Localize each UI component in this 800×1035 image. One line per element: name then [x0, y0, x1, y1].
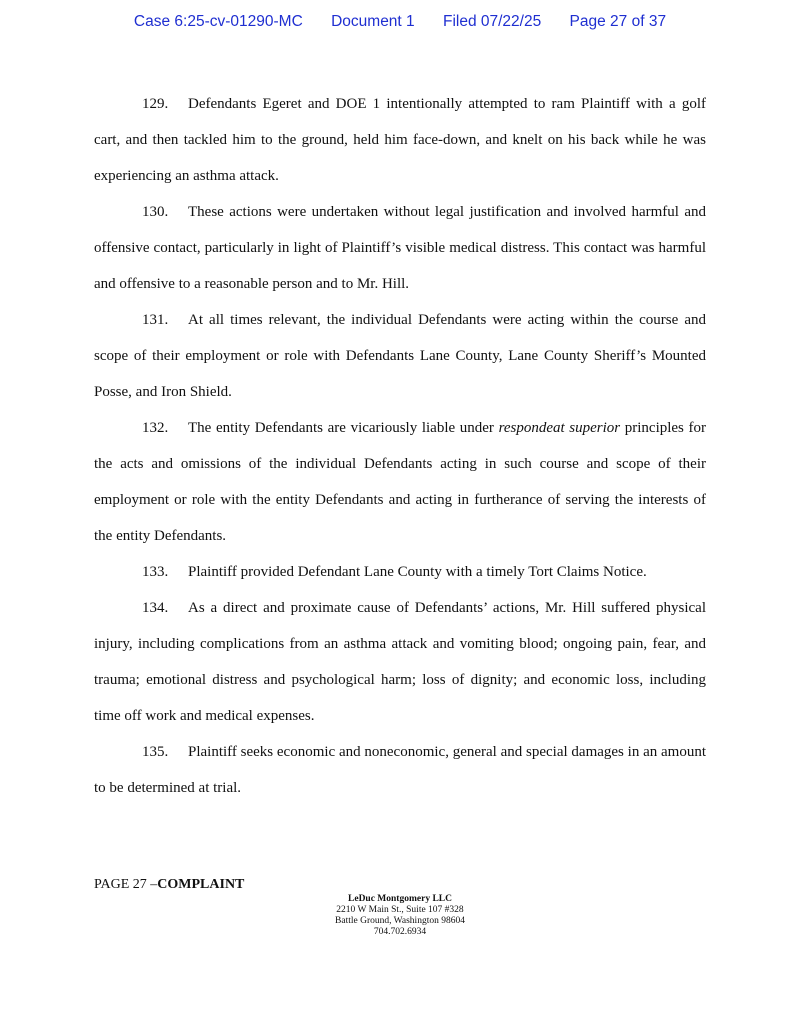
paragraph-number: 130.: [142, 204, 169, 220]
case-header: [0, 13, 800, 31]
page-indicator: Page 27 of 37: [569, 13, 667, 30]
paragraph-number: 132.: [142, 420, 169, 436]
paragraph-number: 135.: [142, 744, 169, 760]
paragraph-number: 133.: [142, 564, 169, 580]
firm-phone: 704.702.6934: [373, 927, 427, 937]
paragraph-text: Defendants Egeret and DOE 1 intentionally attempted to ram Plaintiff with a golf cart, and then tackled him to the ground, held him face-down, and knelt on his back while he was experiencing an asthma attack.: [94, 96, 706, 184]
paragraph-text-end: principles for the acts and omissions of the individual Defendants acting in such course and scope of their employment or role with the entity Defendants and acting in furtherance of serving the interests of the entity Defendants.: [94, 420, 707, 544]
paragraph-text: Plaintiff seeks economic and noneconomic, general and special damages in an amount to be determined at trial.: [94, 744, 706, 796]
filed-date: Filed 07/22/25: [442, 13, 542, 30]
document-number: Document 1: [331, 13, 415, 30]
legal-doctrine-italic: respondeat superior: [498, 420, 621, 436]
paragraph-135: [94, 734, 706, 806]
paragraph-131: [94, 302, 706, 410]
paragraph-text: These actions were undertaken without legal justification and involved harmful and offensive contact, particularly in light of Plaintiff’s visible medical distress. This contact was harmful and offensive to a reasonable person and to Mr. Hill.: [94, 204, 706, 292]
paragraph-133: [94, 554, 706, 590]
paragraph-text: Plaintiff provided Defendant Lane County with a timely Tort Claims Notice.: [188, 564, 647, 580]
firm-address-line-1: 2210 W Main St., Suite 107 #328: [336, 905, 464, 915]
footer-document-title: COMPLAINT: [157, 877, 245, 892]
law-firm-block: [0, 894, 800, 938]
paragraph-text: As a direct and proximate cause of Defendants’ actions, Mr. Hill suffered physical injury, including complications from an asthma attack and vomiting blood; ongoing pain, fear, and trauma; emotional distress and psychological harm; loss of dignity; and economic loss, including time off work and medical expenses.: [94, 600, 706, 724]
paragraph-number: 129.: [142, 96, 169, 112]
complaint-body: [94, 86, 706, 806]
paragraph-number: 131.: [142, 312, 169, 328]
paragraph-134: [94, 590, 706, 734]
paragraph-129: [94, 86, 706, 194]
paragraph-text: At all times relevant, the individual Defendants were acting within the course and scope of their employment or role with Defendants Lane County, Lane County Sheriff’s Mounted Posse, and Iron Shield.: [94, 312, 706, 400]
paragraph-number: 134.: [142, 600, 169, 616]
firm-name: LeDuc Montgomery LLC: [348, 894, 452, 904]
firm-address-line-2: Battle Ground, Washington 98604: [335, 916, 465, 926]
paragraph-132: [94, 410, 706, 554]
case-number: Case 6:25-cv-01290-MC: [133, 13, 303, 30]
paragraph-130: [94, 194, 706, 302]
paragraph-text-start: The entity Defendants are vicariously liable under: [188, 420, 499, 436]
page-footer-label: [94, 877, 244, 893]
footer-page-number: PAGE 27 –: [94, 877, 158, 892]
